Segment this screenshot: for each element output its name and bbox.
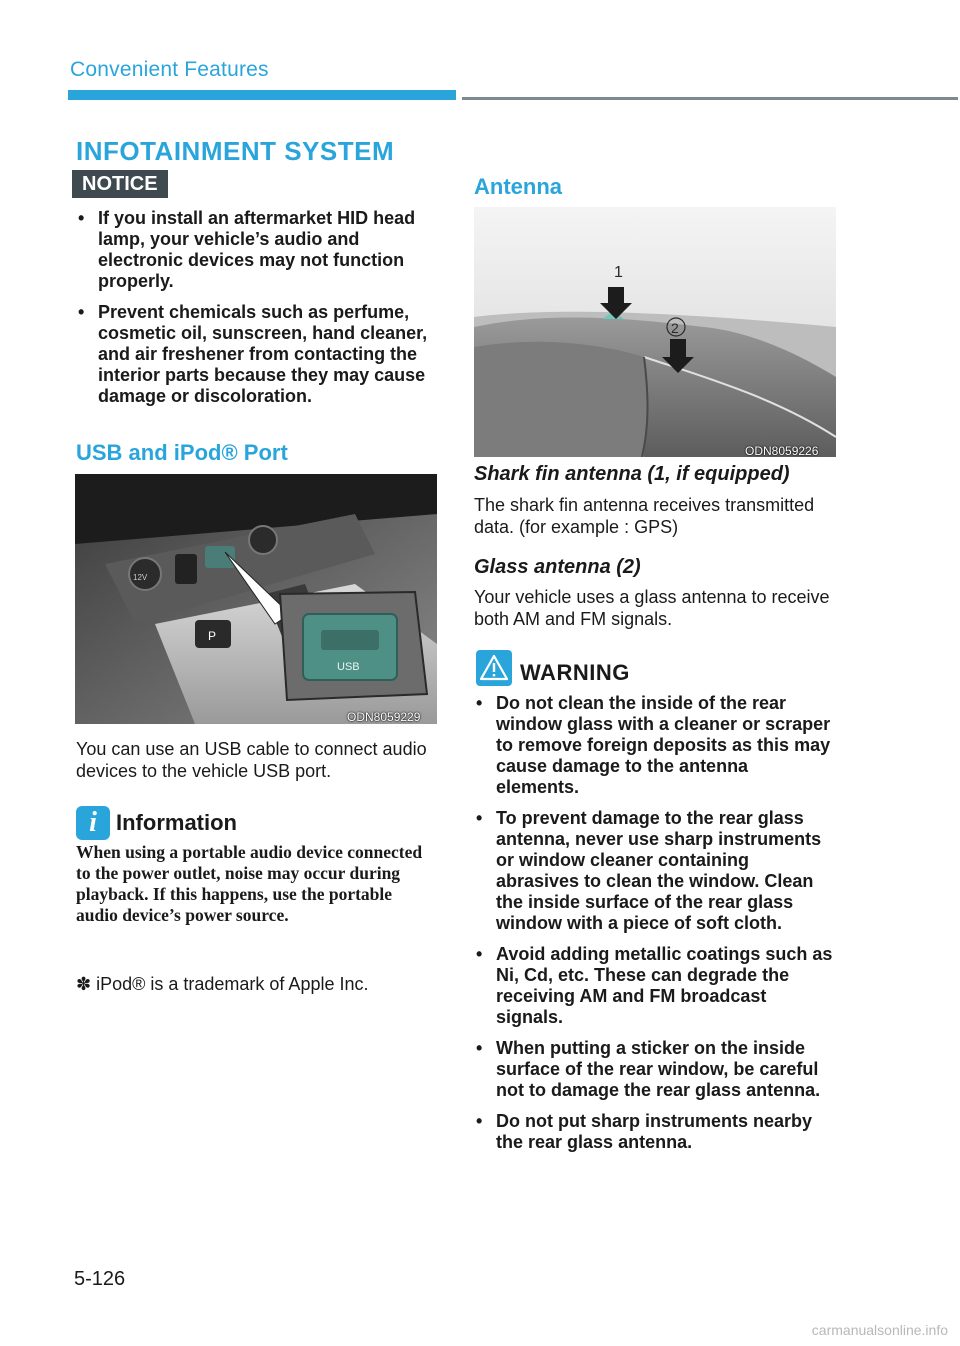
info-title: Information xyxy=(116,810,237,835)
trademark-note: ✽ iPod® is a trademark of Apple Inc. xyxy=(76,974,369,994)
page-number: 5-126 xyxy=(74,1268,126,1290)
section-title: Convenient Features xyxy=(70,58,269,81)
notice-badge: NOTICE xyxy=(72,170,168,198)
usb-label: USB xyxy=(337,661,360,673)
antenna-image xyxy=(474,207,836,457)
glass-antenna-body: Your vehicle uses a glass antenna to receive both AM and FM signals. xyxy=(474,587,830,629)
usb-image-code: ODN8059229 xyxy=(347,710,421,724)
antenna-image-code: ODN8059226 xyxy=(745,444,819,458)
notice-list xyxy=(76,208,436,417)
shark-fin-body: The shark fin antenna receives transmitted data. (for example : GPS) xyxy=(474,495,815,537)
warning-list xyxy=(474,693,836,1163)
header-divider xyxy=(462,97,958,100)
usb-port-image xyxy=(75,474,437,724)
warning-item: • Avoid adding metallic coatings such as Ni, Cd, etc. These can degrade the receiving AM and FM broadcast signals. xyxy=(474,944,836,1028)
glass-antenna-title: Glass antenna (2) xyxy=(474,556,641,578)
warning-item: • To prevent damage to the rear glass antenna, never use sharp instruments or window cleaner containing abrasives to clean the window. Clean the inside surface of the rear glass window with a piece of soft cloth. xyxy=(474,808,836,934)
antenna-heading: Antenna xyxy=(474,174,562,199)
warning-icon xyxy=(476,650,512,686)
antenna-label-2: 2 xyxy=(671,320,679,336)
warning-item: • When putting a sticker on the inside surface of the rear window, be careful not to damage the rear glass antenna. xyxy=(474,1038,836,1101)
notice-item: • If you install an aftermarket HID head lamp, your vehicle’s audio and electronic devices may not function properly. xyxy=(76,208,436,292)
antenna-illustration xyxy=(474,207,836,457)
info-icon: i xyxy=(76,806,110,840)
usb-heading: USB and iPod® Port xyxy=(76,440,288,465)
usb-port-illustration xyxy=(75,474,437,724)
warning-item: • Do not clean the inside of the rear window glass with a cleaner or scraper to remove foreign deposits as this may cause damage to the antenna elements. xyxy=(474,693,836,798)
notice-item: • Prevent chemicals such as perfume, cosmetic oil, sunscreen, hand cleaner, and air freshener from contacting the interior parts because they may cause damage or discoloration. xyxy=(76,302,436,407)
shark-fin-title: Shark fin antenna (1, if equipped) xyxy=(474,463,790,485)
antenna-label-1: 1 xyxy=(614,264,623,281)
usb-body: You can use an USB cable to connect audio devices to the vehicle USB port. xyxy=(76,739,427,781)
warning-item: • Do not put sharp instruments nearby the rear glass antenna. xyxy=(474,1111,836,1153)
header-accent-bar xyxy=(68,90,456,100)
svg-text:P: P xyxy=(208,629,217,643)
port-12v-label: 12V xyxy=(133,573,148,582)
footer-watermark: carmanualsonline.info xyxy=(811,1322,948,1338)
info-body: When using a portable audio device connected to the power outlet, noise may occur during playback. If this happens, use the portable audio device’s power source. xyxy=(76,842,423,925)
main-heading: INFOTAINMENT SYSTEM xyxy=(76,136,395,166)
warning-title: WARNING xyxy=(520,660,630,685)
